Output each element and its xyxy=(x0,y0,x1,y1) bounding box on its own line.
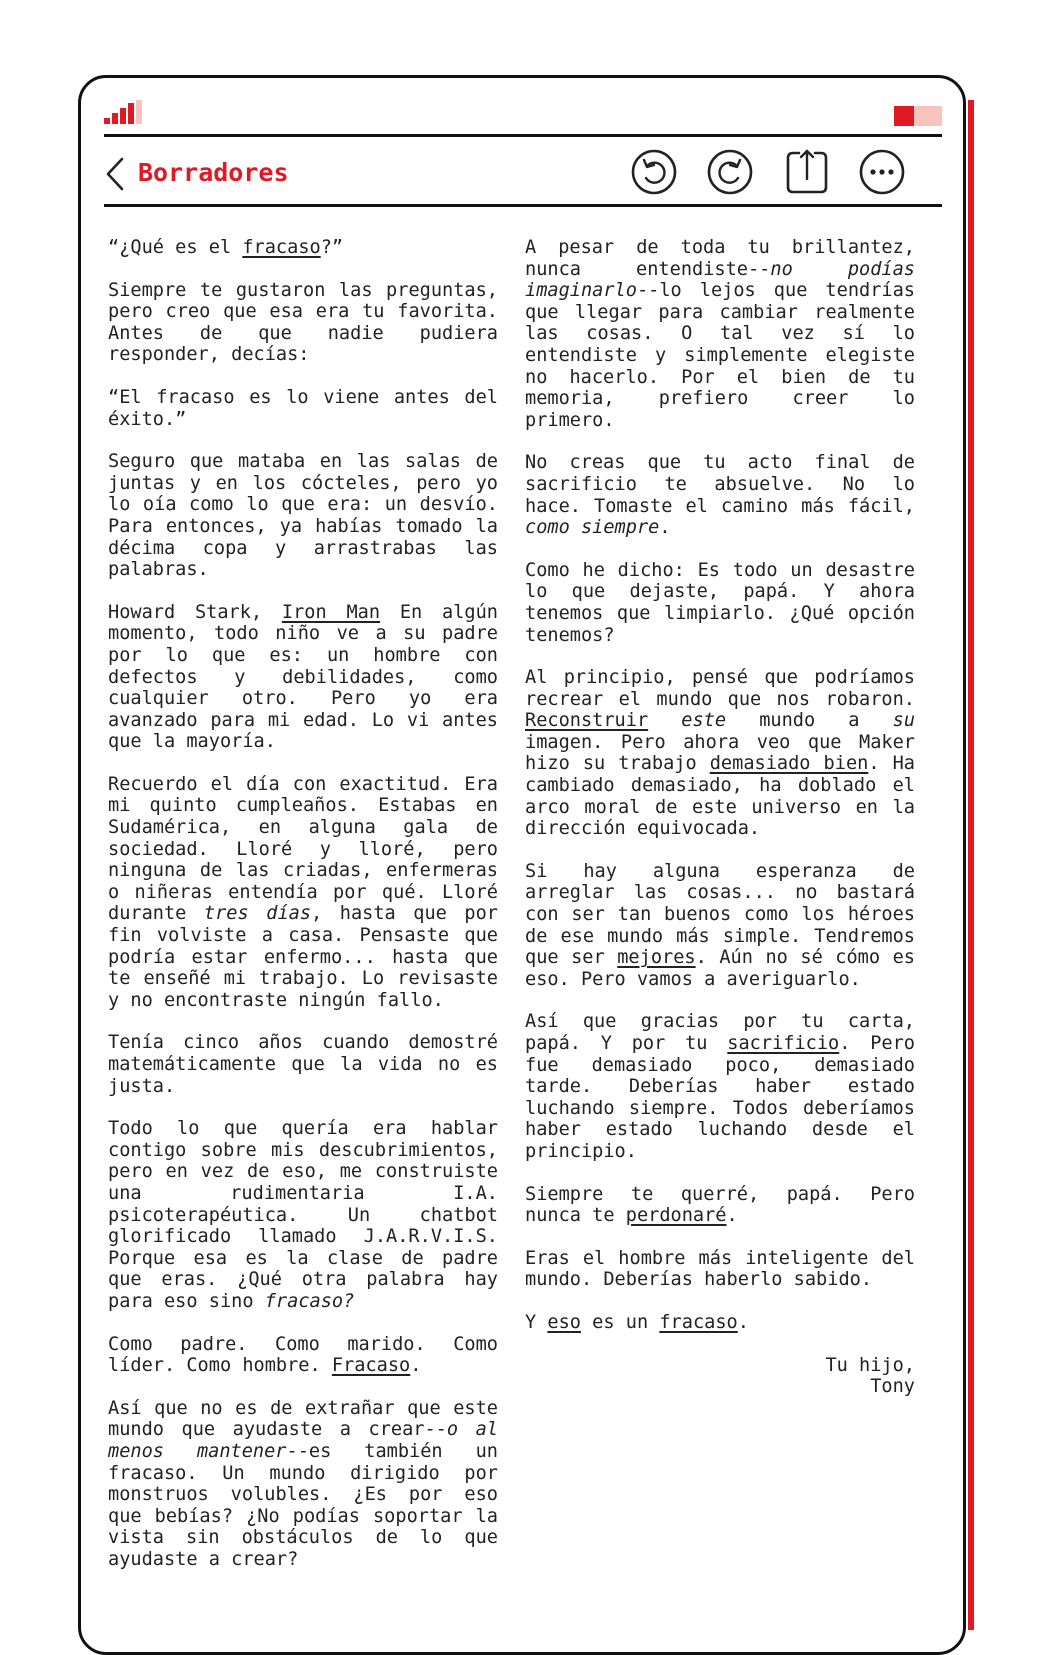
frame-accent-edge xyxy=(968,100,974,1630)
more-icon[interactable] xyxy=(859,149,905,195)
paragraph: Siempre te gustaron las preguntas, pero creo que esa era tu favorita. Antes de que nadie pudiera responder, decías: xyxy=(108,279,498,366)
paragraph: Tenía cinco años cuando demostré matemáticamente que la vida no es justa. xyxy=(108,1032,498,1097)
paragraph: Recuerdo el día con exactitud. Era mi quinto cumpleaños. Estabas en Sudamérica, en alguna gala de sociedad. Lloré y lloré, pero ninguna de las criadas, enfermeras o niñeras entendía por qué. Lloré durante tres días, hasta que por fin volviste a casa. Pensaste que podría estar enfermo... hasta que te enseñé mi trabajo. Lo revisaste y no encontraste ningún fallo. xyxy=(108,773,499,1011)
signal-icon xyxy=(104,100,144,124)
redo-icon[interactable] xyxy=(707,149,753,195)
paragraph: Como he dicho: Es todo un desastre lo que dejaste, papá. Y ahora tenemos que limpiarlo. ¿Qué opción tenemos? xyxy=(525,559,915,646)
paragraph: A pesar de toda tu brillantez, nunca entendiste--no podías imaginarlo--lo lejos que tendrías que llegar para cambiar realmente las cosas. O tal vez sí lo entendiste y simplemente elegiste no hacerlo. Por el bien de tu memoria, prefiero creer lo primero. xyxy=(525,237,915,431)
paragraph: Seguro que mataba en las salas de juntas y en los cócteles, pero yo lo oía como lo que era: un desvío. Para entonces, ya habías tomado la décima copa y arrastrabas las palabras. xyxy=(108,451,498,581)
paragraph: “El fracaso es lo viene antes del éxito.” xyxy=(108,386,498,430)
letter-column-right xyxy=(525,237,915,1398)
paragraph: Al principio, pensé que podríamos recrear el mundo que nos robaron. Reconstruir este mundo a su imagen. Pero ahora veo que Maker hizo su trabajo demasiado bien. Ha cambiado demasiado, ha doblado el arco moral de este universo en la dirección equivocada. xyxy=(525,667,916,840)
status-bar xyxy=(104,100,942,130)
paragraph: “¿Qué es el fracaso?” xyxy=(108,237,344,258)
back-chevron-icon[interactable] xyxy=(104,157,130,191)
navigation-bar xyxy=(104,145,942,205)
header-divider-bottom xyxy=(104,204,942,207)
letter-column-left xyxy=(108,237,498,1591)
battery-icon xyxy=(894,106,942,126)
back-button-label[interactable]: Borradores xyxy=(138,158,289,187)
paragraph: Como padre. Como marido. Como líder. Como hombre. Fracaso. xyxy=(108,1333,498,1377)
paragraph: Si hay alguna esperanza de arreglar las cosas... no bastará con ser tan buenos como los héroes de ese mundo más simple. Tendremos que ser mejores. Aún no sé cómo es eso. Pero vamos a averiguarlo. xyxy=(525,860,915,990)
header-divider-top xyxy=(104,134,942,137)
paragraph: No creas que tu acto final de sacrificio te absuelve. No lo hace. Tomaste el camino más fácil, como siempre. xyxy=(525,452,915,539)
paragraph: Así que gracias por tu carta, papá. Y por tu sacrificio. Pero fue demasiado poco, demasiado tarde. Deberías haber estado luchando siempre. Todos deberíamos haber estado luchando desde el principio. xyxy=(525,1011,915,1162)
paragraph: Y eso es un fracaso. xyxy=(525,1311,749,1333)
paragraph: Eras el hombre más inteligente del mundo. Deberías haberlo sabido. xyxy=(525,1247,915,1291)
share-icon[interactable] xyxy=(784,149,830,195)
paragraph: Howard Stark, Iron Man En algún momento, todo niño ve a su padre por lo que es: un hombre con defectos y debilidades, como cualquier otro. Pero yo era avanzado para mi edad. Lo vi antes que la mayoría. xyxy=(108,601,498,753)
paragraph: Así que no es de extrañar que este mundo que ayudaste a crear--o al menos mantener--es también un fracaso. Un mundo dirigido por monstruos volubles. ¿Es por eso que bebías? ¿No podías soportar la vista sin obstáculos de lo que ayudaste a crear? xyxy=(108,1397,498,1570)
undo-icon[interactable] xyxy=(631,149,677,195)
paragraph: Todo lo que quería era hablar contigo sobre mis descubrimientos, pero en vez de eso, me construiste una rudimentaria I.A. psicoterapéutica. Un chatbot glorificado llamado J.A.R.V.I.S. Porque esa es la clase de padre que eras. ¿Qué otra palabra hay para eso sino fracaso? xyxy=(108,1118,498,1312)
paragraph: Siempre te querré, papá. Pero nunca te perdonaré. xyxy=(525,1183,915,1227)
signature: Tu hijo, Tony xyxy=(825,1354,915,1398)
